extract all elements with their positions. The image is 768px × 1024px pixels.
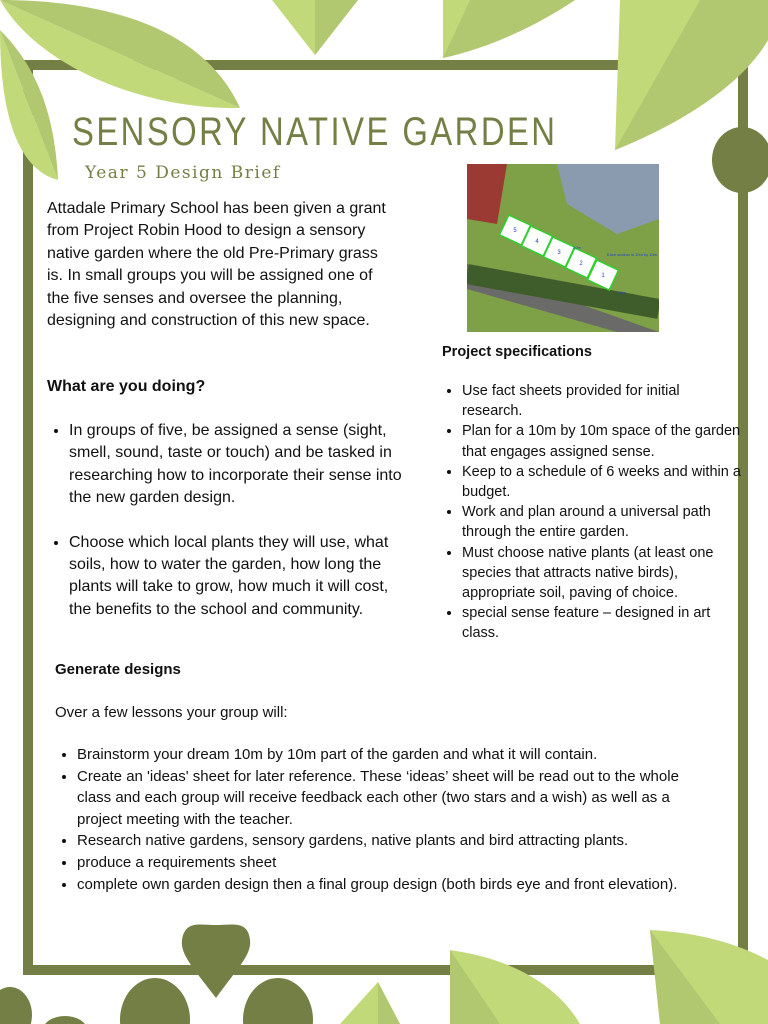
map-section-4: 4: [535, 239, 539, 245]
page-subtitle: Year 5 Design Brief: [85, 163, 281, 183]
list-item: • In groups of five, be assigned a sense (sight, smell, sound, taste or touch) and be tasked in researching how to incorporate their sense into the new garden design.: [69, 420, 404, 510]
map-section-3: 3: [557, 250, 561, 256]
map-length-label: 40m: [573, 245, 581, 250]
generate-intro: Over a few lessons your group will:: [55, 704, 288, 721]
generate-heading: Generate designs: [55, 661, 181, 678]
map-width-label: 10m: [618, 290, 626, 295]
list-item: • special sense feature – designed in art class.: [462, 603, 742, 643]
doing-list: [47, 420, 404, 621]
list-item: • Must choose native plants (at least one species that attracts native birds), appropriate soil, paving of choice.: [462, 543, 742, 604]
specs-heading: Project specifications: [442, 344, 592, 360]
list-item: • Research native gardens, sensory gardens, native plants and bird attracting plants.: [77, 830, 722, 852]
list-item: • produce a requirements sheet: [77, 852, 722, 874]
site-aerial-map: [467, 164, 659, 332]
list-item: • Use fact sheets provided for initial research.: [462, 381, 742, 421]
list-item: • Create an 'ideas' sheet for later reference. These ‘ideas’ sheet will be read out to the whole class and each group will receive feedback each other (two stars and a wish) as well as a project meeting with the teacher.: [77, 766, 722, 831]
list-item: • Plan for a 10m by 10m space of the garden that engages assigned sense.: [462, 421, 742, 461]
list-item: • Brainstorm your dream 10m by 10m part of the garden and what it will contain.: [77, 744, 722, 766]
map-note: Each section is 10m by 10m: [606, 252, 658, 257]
list-item: • Choose which local plants they will use, what soils, how to water the garden, how long the plants will take to grow, how much it will cost, the benefits to the school and community.: [69, 532, 404, 622]
list-item: • Keep to a schedule of 6 weeks and within a budget.: [462, 462, 742, 502]
map-section-1: 1: [601, 273, 605, 279]
generate-list: [55, 744, 722, 895]
list-item: • Work and plan around a universal path through the entire garden.: [462, 502, 742, 542]
circle-right: [712, 127, 768, 193]
page-title: SENSORY NATIVE GARDEN: [72, 110, 558, 154]
intro-paragraph: Attadale Primary School has been given a grant from Project Robin Hood to design a sensory native garden where the old Pre-Primary grass is. In small groups you will be assigned one of the five senses and oversee the planning, designing and construction of this new space.: [47, 200, 386, 330]
doing-heading: What are you doing?: [47, 378, 206, 395]
list-item: • complete own garden design then a final group design (both birds eye and front elevation).: [77, 874, 722, 896]
map-section-2: 2: [579, 261, 583, 267]
specs-list: [440, 381, 742, 644]
map-section-5: 5: [513, 228, 517, 234]
